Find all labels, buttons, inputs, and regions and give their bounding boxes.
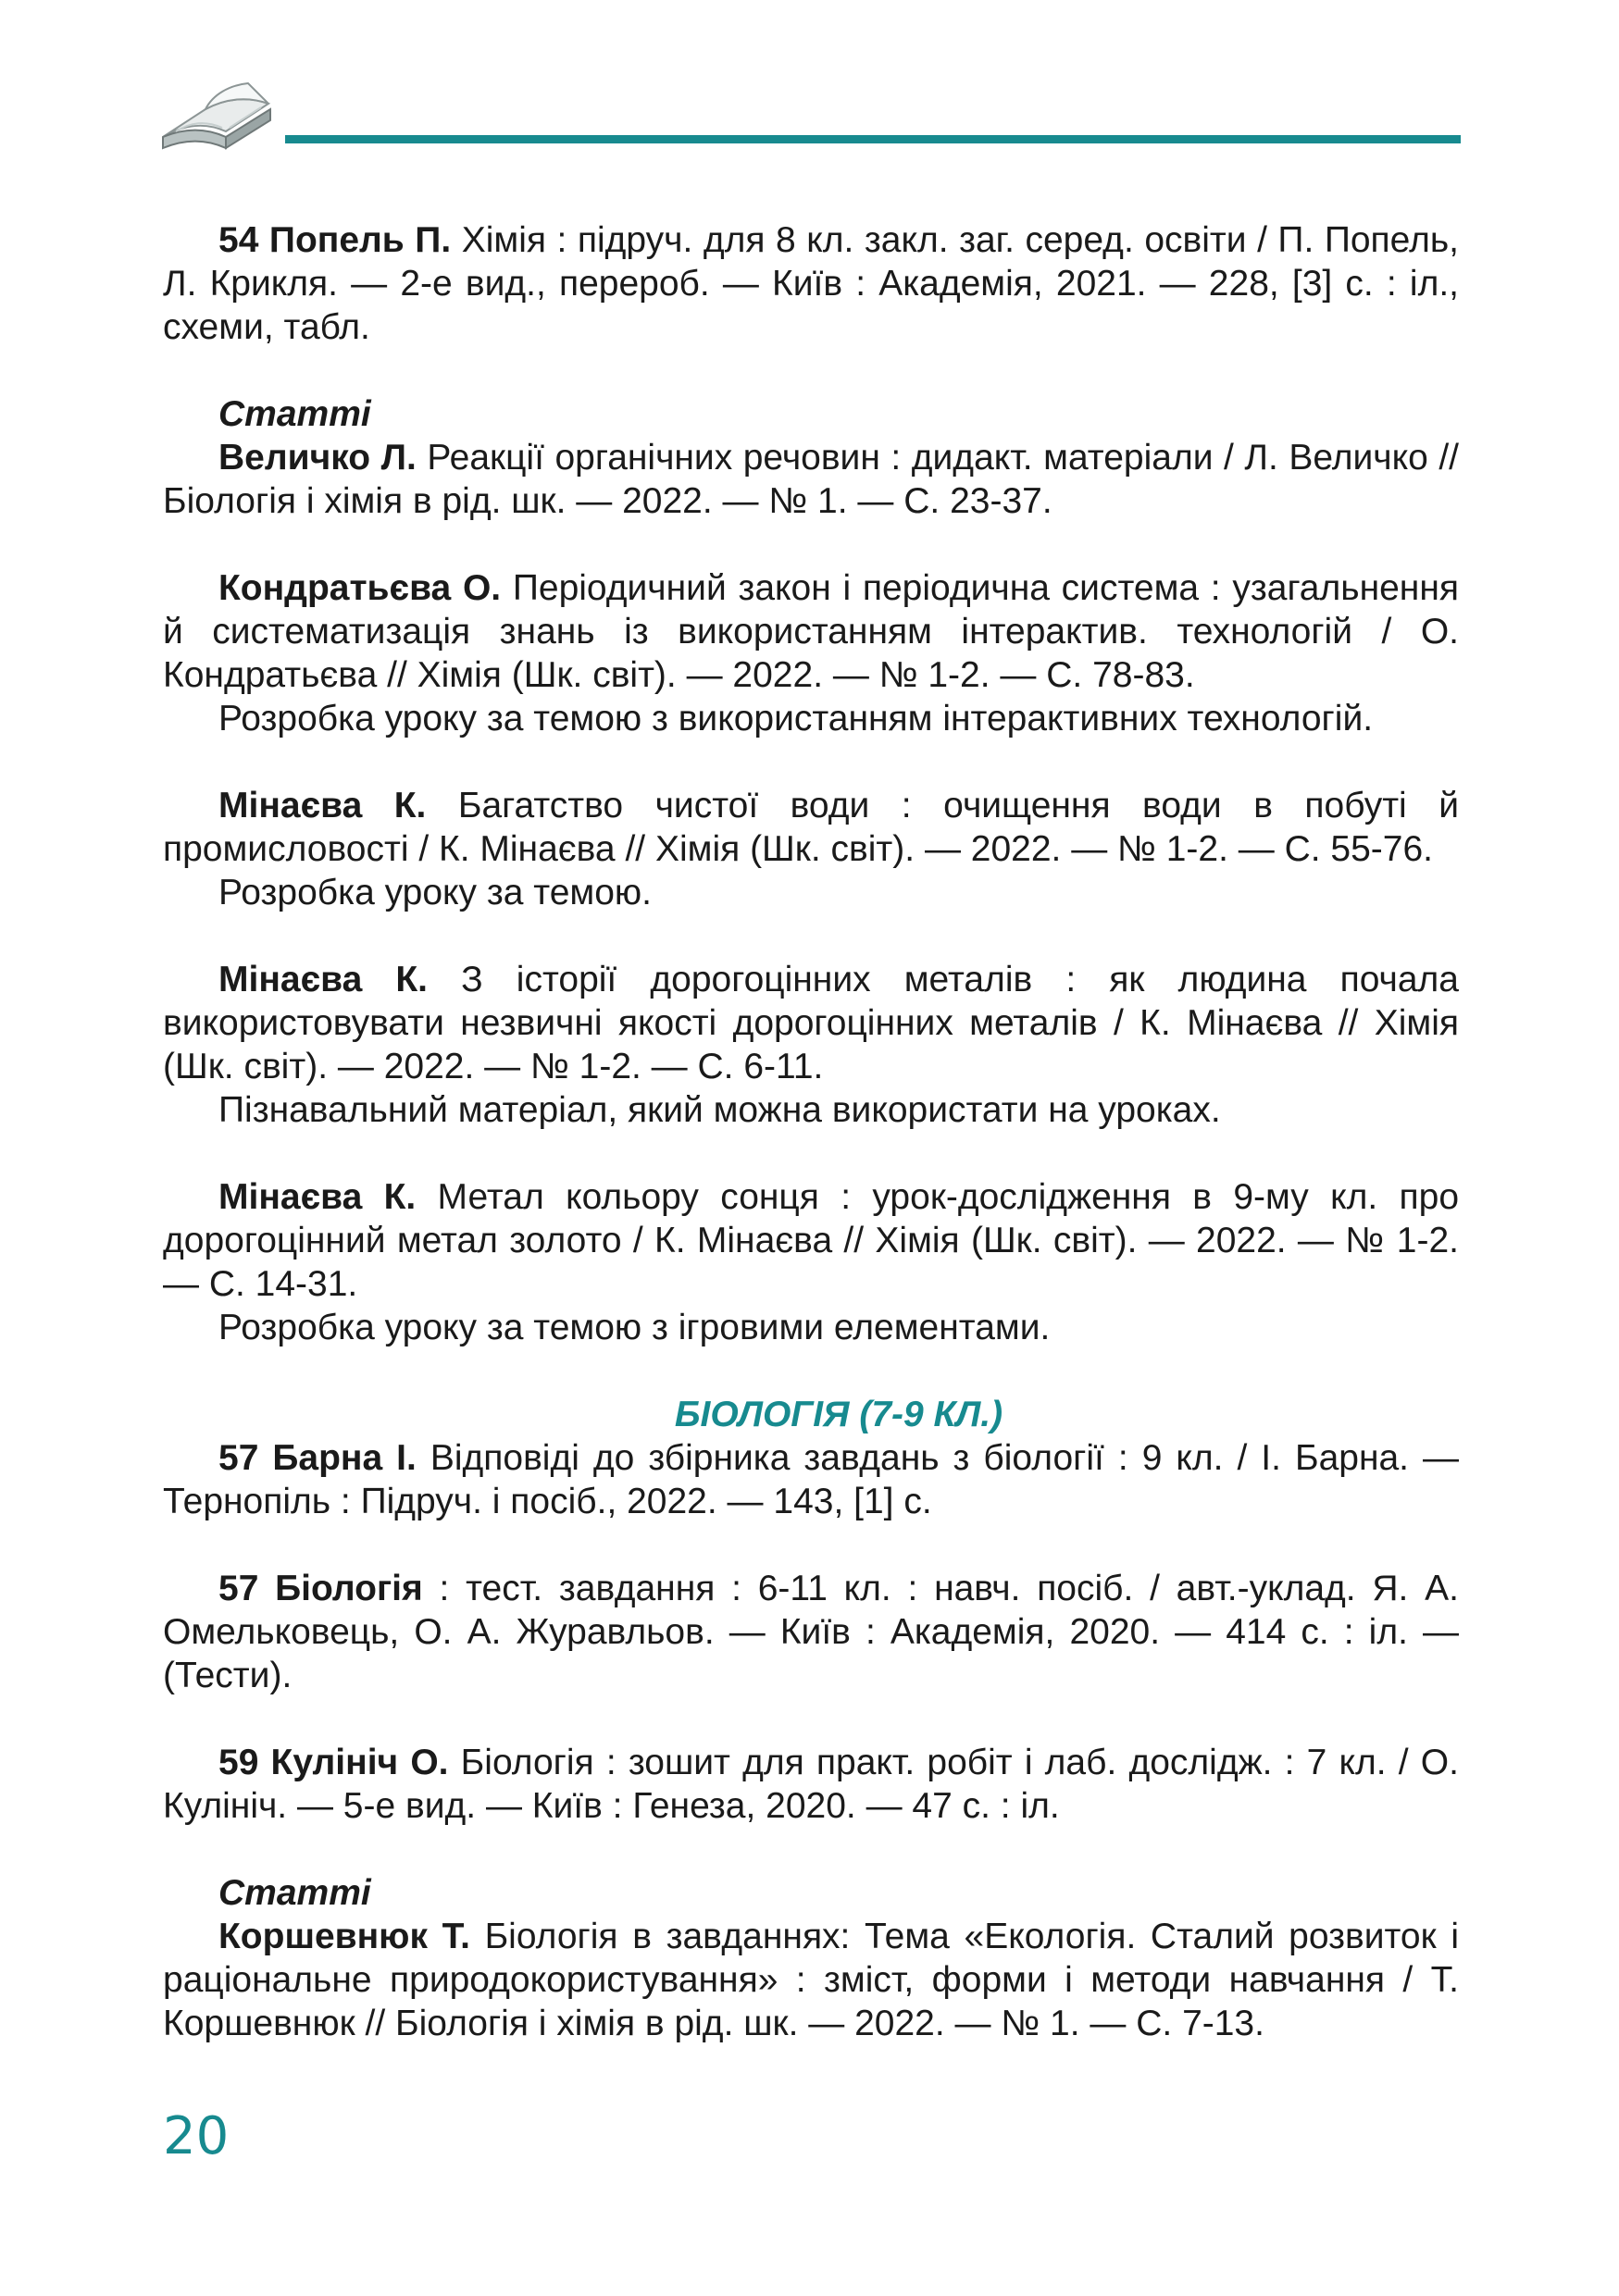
entry-author: Кондратьєва О.: [218, 568, 502, 608]
entry-author: 57 Біологія: [218, 1569, 423, 1608]
bib-entry: [163, 566, 1459, 697]
bib-entry: [163, 784, 1459, 871]
bib-entry: [163, 218, 1459, 349]
entry-text: Біологія в завданнях: Тема «Екологія. Сталий розвиток і раціональне природокористування» : зміст, форми і методи навчання / Т. Коршевнюк // Біологія і хімія в рід. шк. — 2022. — № 1. — С. 7-13.: [163, 1917, 1459, 2043]
subsection-heading: Статті: [218, 394, 371, 434]
entry-author: Мінаєва К.: [218, 1177, 417, 1217]
entry-annotation: Розробка уроку за темою з ігровими елементами.: [218, 1308, 1051, 1347]
bib-entry: [163, 1436, 1459, 1523]
section-heading: БІОЛОГІЯ (7-9 КЛ.): [674, 1395, 1003, 1434]
entry-text: З історії дорогоцінних металів : як людина почала використовувати незвичні якості дорогоцінних металів / К. Мінаєва // Хімія (Шк. світ). — 2022. — № 1-2. — С. 6-11.: [163, 960, 1459, 1086]
bib-entry: [163, 1741, 1459, 1828]
entry-author: Коршевнюк Т.: [218, 1917, 470, 1956]
bibliography-list: [163, 218, 1459, 2045]
page-number: 20: [163, 2106, 230, 2166]
bib-entry: [163, 1175, 1459, 1306]
header-rule: [285, 135, 1461, 143]
entry-text: Періодичний закон і періодична система : узагальнення й систематизація знань із використанням інтерактив. технологій / О. Кондратьєва // Хімія (Шк. світ). — 2022. — № 1-2. — С. 78-83.: [163, 568, 1459, 695]
bib-entry: [163, 436, 1459, 523]
open-book-icon: [157, 76, 278, 168]
entry-text: Реакції органічних речовин : дидакт. матеріали / Л. Величко // Біологія і хімія в рід. шк. — 2022. — № 1. — С. 23-37.: [163, 438, 1459, 521]
entry-annotation: Пізнавальний матеріал, який можна використати на уроках.: [218, 1090, 1221, 1130]
subsection-heading: Статті: [218, 1873, 371, 1913]
entry-author: Мінаєва К.: [218, 960, 429, 999]
bib-entry: [163, 958, 1459, 1088]
entry-annotation: Розробка уроку за темою з використанням інтерактивних технологій.: [218, 699, 1374, 738]
entry-text: Біологія : зошит для практ. робіт і лаб. дослідж. : 7 кл. / О. Кулініч. — 5-е вид. — Київ : Генеза, 2020. — 47 с. : іл.: [163, 1743, 1459, 1826]
entry-author: 54 Попель П.: [218, 220, 452, 260]
entry-author: Мінаєва К.: [218, 786, 427, 825]
entry-author: 59 Кулініч О.: [218, 1743, 449, 1782]
entry-author: 57 Барна І.: [218, 1438, 417, 1478]
entry-text: Метал кольору сонця : урок-дослідження в 9-му кл. про дорогоцінний метал золото / К. Мінаєва // Хімія (Шк. світ). — 2022. — № 1-2. — С. 14-31.: [163, 1177, 1460, 1304]
entry-text: : тест. завдання : 6-11 кл. : навч. посіб. / авт.-уклад. Я. А. Омельковець, О. А. Журавльов. — Київ : Академія, 2020. — 414 с. : іл. — (Тести).: [163, 1569, 1459, 1695]
entry-text: Багатство чистої води : очищення води в побуті й промисловості / К. Мінаєва // Хімія (Шк. світ). — 2022. — № 1-2. — С. 55-76.: [163, 786, 1459, 869]
entry-text: Відповіді до збірника завдань з біології : 9 кл. / І. Барна. — Тернопіль : Підруч. і посіб., 2022. — 143, [1] с.: [163, 1438, 1460, 1521]
bib-entry: [163, 1567, 1459, 1697]
entry-author: Величко Л.: [218, 438, 417, 478]
entry-annotation: Розробка уроку за темою.: [218, 873, 652, 912]
entry-text: Хімія : підруч. для 8 кл. закл. заг. серед. освіти / П. Попель, Л. Крикля. — 2-е вид., перероб. — Київ : Академія, 2021. — 228, [3] с. : іл., схеми, табл.: [163, 220, 1459, 347]
bib-entry: [163, 1915, 1459, 2045]
